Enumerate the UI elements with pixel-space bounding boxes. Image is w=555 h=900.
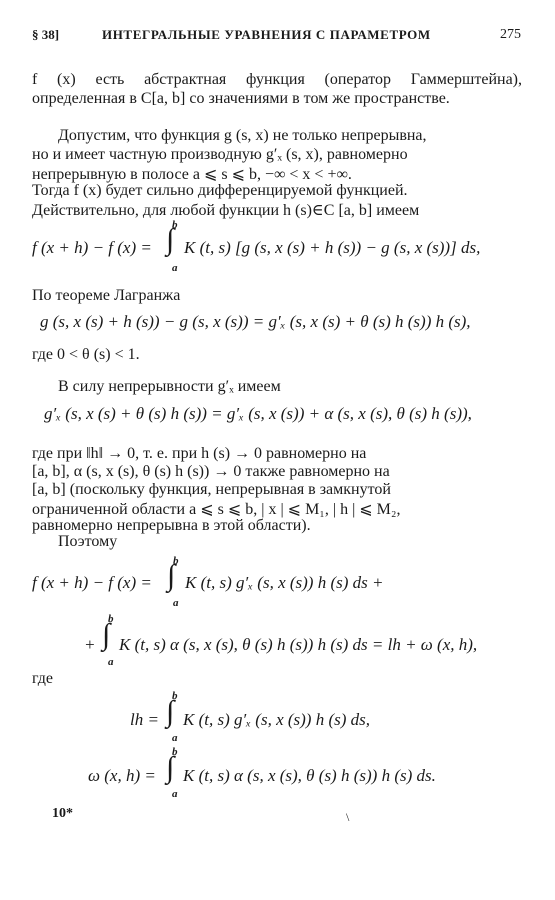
page-number: 275	[500, 27, 521, 42]
integral-sign: ∫	[167, 559, 176, 592]
paragraph-4: где 0 < θ (s) < 1.	[32, 346, 140, 363]
paragraph-6-line-5: равномерно непрерывна в этой области).	[32, 517, 311, 534]
paragraph-2-line-2: но и имеет частную производную g′ₓ (s, x), равномерно	[32, 146, 408, 163]
paragraph-6-line-2: [a, b], α (s, x (s), θ (s) h (s)) → 0 также равномерно на	[32, 463, 390, 480]
paragraph-1: f (x) есть абстрактная функция (оператор Гаммерштейна), определенная в C[a, b] со значениями в том же пространстве.	[32, 71, 522, 107]
paragraph-3: По теореме Лагранжа	[32, 287, 181, 304]
paragraph-2-line-5: Действительно, для любой функции h (s)∈C [a, b] имеем	[32, 202, 420, 219]
integral-sign: ∫	[166, 695, 175, 728]
signature-mark: 10*	[52, 806, 73, 821]
paragraph-2-line-1: Допустим, что функция g (s, x) не только непрерывна,	[58, 127, 427, 144]
integral-sign: ∫	[166, 223, 175, 256]
equation-2: g (s, x (s) + h (s)) − g (s, x (s)) = g′ₓ (s, x (s) + θ (s) h (s)) h (s),	[40, 312, 471, 331]
integral-sign: ∫	[102, 618, 111, 651]
paragraph-6-line-3: [a, b] (поскольку функция, непрерывная в замкнутой	[32, 481, 391, 498]
section-number: § 38]	[32, 27, 60, 42]
equation-3: g′ₓ (s, x (s) + θ (s) h (s)) = g′ₓ (s, x (s)) + α (s, x (s), θ (s) h (s)),	[44, 404, 472, 423]
print-speck: \	[346, 810, 350, 824]
paragraph-7: Поэтому	[58, 533, 118, 550]
running-header	[32, 27, 521, 47]
integral-sign: ∫	[166, 751, 175, 784]
paragraph-6-line-4: ограниченной области a ⩽ s ⩽ b, | x | ⩽ M₁, | h | ⩽ M₂,	[32, 501, 401, 518]
chapter-title: ИНТЕГРАЛЬНЫЕ УРАВНЕНИЯ С ПАРАМЕТРОМ	[102, 27, 431, 42]
paragraph-6-line-1: где при ‖h‖ → 0, т. е. при h (s) → 0 равномерно на	[32, 445, 367, 462]
paragraph-2-line-4: Тогда f (x) будет сильно дифференцируемой функцией.	[32, 182, 408, 199]
paragraph-5: В силу непрерывности g′ₓ имеем	[58, 378, 281, 395]
paragraph-2-line-3: непрерывную в полосе a ⩽ s ⩽ b, −∞ < x < +∞.	[32, 166, 352, 183]
paragraph-8: где	[32, 670, 54, 687]
